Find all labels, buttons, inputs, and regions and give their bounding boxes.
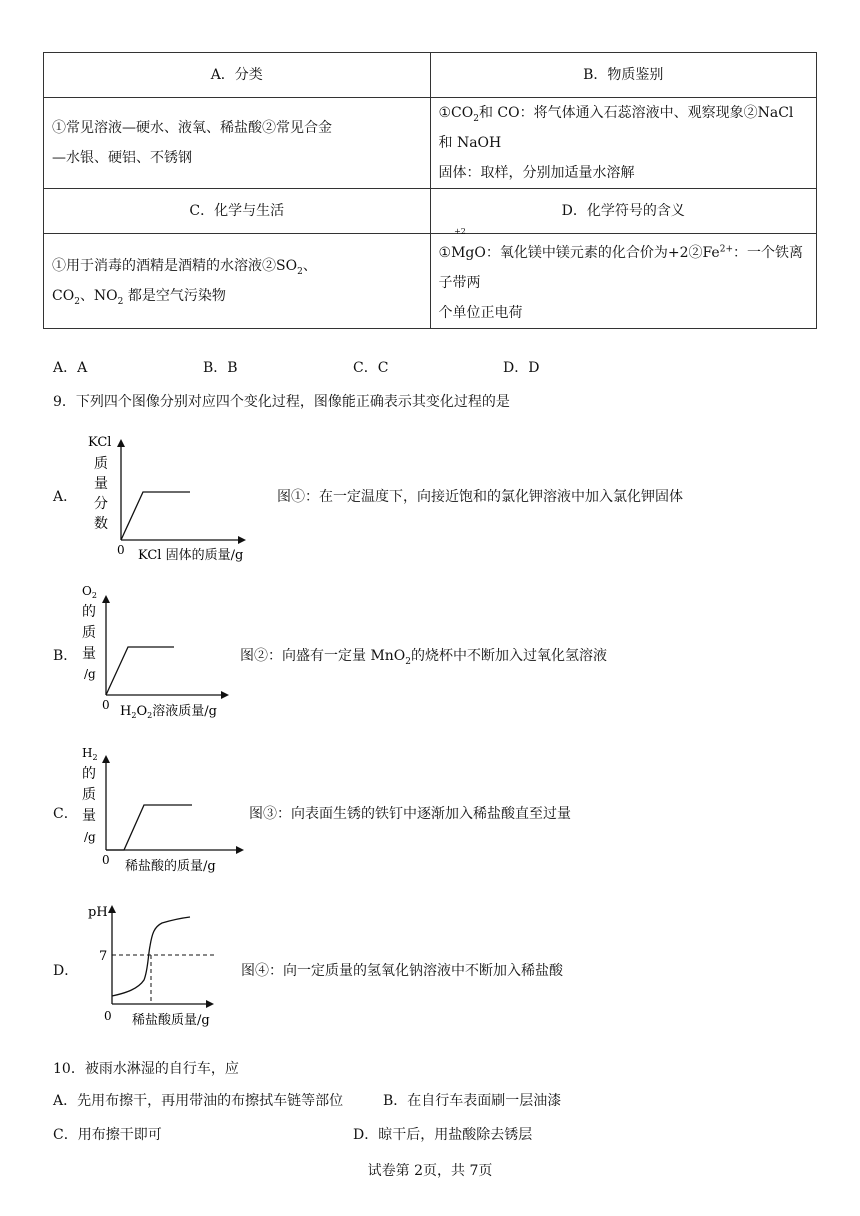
graph-1-ylabel-2: 量 <box>94 476 108 492</box>
graph-3-origin: 0 <box>102 853 110 867</box>
graph-1-curve <box>121 492 190 540</box>
graph-3-ylabel-2: 量 <box>82 808 96 824</box>
graph-1-x-arrow <box>238 536 246 544</box>
graph-2-ylabel-0: 的 <box>82 604 96 620</box>
cell-a-head: A．分类 <box>44 53 431 98</box>
q10-stem: 10．被雨水淋湿的自行车，应 <box>53 1061 239 1077</box>
graph-2-ylabel-top: $O_2$ <box>82 584 97 600</box>
q10-option-d[interactable]: D．晾干后，用盐酸除去锈层 <box>353 1127 533 1143</box>
q10-option-b[interactable]: B．在自行车表面刷一层油漆 <box>383 1093 562 1109</box>
cell-b-body <box>430 98 817 189</box>
graph-4-y-arrow <box>108 905 116 913</box>
graph-1-ylabel-3: 分 <box>94 496 108 512</box>
mg-valence-symbol: +2 Mg <box>451 227 475 261</box>
graph-3-description: 图③：向表面生锈的铁钉中逐渐加入稀盐酸直至过量 <box>249 806 571 822</box>
graph-4-ytick-7: 7 <box>99 949 108 964</box>
cell-b-line1: $①CO_2$和 CO：将气体通入石蕊溶液中、观察现象②NaCl 和 NaOH <box>438 105 794 151</box>
q9-stem: 9．下列四个图像分别对应四个变化过程，图像能正确表示其变化过程的是 <box>53 394 510 410</box>
graph-2-ylabel-2: 量 <box>82 646 96 662</box>
graph-4-x-arrow <box>206 1000 214 1008</box>
cell-c-head: C．化学与生活 <box>44 189 431 234</box>
graph-1-origin: 0 <box>117 543 125 557</box>
graph-2 <box>78 580 238 725</box>
graph-4-description: 图④：向一定质量的氢氧化钠溶液中不断加入稀盐酸 <box>241 963 563 979</box>
graph-3-ylabel-1: 质 <box>82 787 96 803</box>
graph-2-curve <box>106 647 174 695</box>
q10-option-c[interactable]: C．用布擦干即可 <box>53 1127 162 1143</box>
graph-3-x-arrow <box>236 846 244 854</box>
graph-3-xlabel: 稀盐酸的质量/g <box>125 859 216 874</box>
graph-4-ylabel: pH <box>88 905 108 920</box>
q8-option-a[interactable]: A．A <box>53 360 88 376</box>
graph-3-ylabel-3: /g <box>84 830 96 844</box>
graph-1-ylabel-4: 数 <box>94 516 108 532</box>
graph-2-origin: 0 <box>102 698 110 712</box>
cell-c-body <box>44 234 431 329</box>
cell-a-line1: ①常见溶液—硬水、液氧、稀盐酸②常见合金 <box>52 120 332 136</box>
q9-option-c-letter[interactable]: C． <box>53 806 78 822</box>
graph-4 <box>86 896 236 1034</box>
graph-3-curve <box>106 805 192 850</box>
graph-2-ylabel-1: 质 <box>82 625 96 641</box>
cell-a-body <box>44 98 431 189</box>
cell-d-head: D．化学符号的含义 <box>430 189 817 234</box>
graph-1-y-arrow <box>117 439 125 447</box>
graph-1-ylabel-0: KCl <box>88 435 112 450</box>
q8-options-table <box>43 52 817 329</box>
graph-2-xlabel: $H_2O_2$溶液质量/g <box>120 704 217 720</box>
q9-option-d-letter[interactable]: D． <box>53 963 79 979</box>
q8-option-d[interactable]: D．D <box>503 360 540 376</box>
graph-3 <box>78 740 248 880</box>
q8-option-c[interactable]: C．C <box>353 360 389 376</box>
cell-c-line2: $CO_2$、$NO_2$ 都是空气污染物 <box>52 288 226 307</box>
graph-2-ylabel-3: /g <box>84 667 96 681</box>
cell-a-line2: —水银、硬铝、不锈钢 <box>52 150 192 166</box>
q10-option-a[interactable]: A．先用布擦干，再用带油的布擦拭车链等部位 <box>53 1093 344 1109</box>
graph-1-ylabel-1: 质 <box>94 456 108 472</box>
graph-2-y-arrow <box>102 595 110 603</box>
q9-option-a-letter[interactable]: A． <box>53 489 78 505</box>
graph-3-ylabel-0: 的 <box>82 766 96 782</box>
graph-4-origin: 0 <box>104 1009 112 1023</box>
graph-1 <box>80 426 250 566</box>
graph-3-y-arrow <box>102 755 110 763</box>
cell-d-body <box>430 227 817 329</box>
cell-c-line1: ①用于消毒的酒精是酒精的水溶液$②SO_2$、 <box>52 258 317 277</box>
cell-d-line2: 个单位正电荷 <box>438 305 523 321</box>
cell-d-line1: ① +2 MgO：氧化镁中镁元素的化合价为$+2②Fe^{2+}$：一个铁离子带两 <box>438 227 803 291</box>
q8-option-b[interactable]: B．B <box>203 360 238 376</box>
q9-option-b-letter[interactable]: B． <box>53 648 78 664</box>
cell-b-line2: 固体：取样，分别加适量水溶解 <box>438 165 635 181</box>
graph-2-x-arrow <box>221 691 229 699</box>
page-footer: 试卷第 2页，共 7页 <box>367 1163 493 1179</box>
graph-1-description: 图①：在一定温度下，向接近饱和的氯化钾溶液中加入氯化钾固体 <box>277 489 683 505</box>
graph-3-ylabel-top: $H_2$ <box>82 746 98 762</box>
cell-b-head: B．物质鉴别 <box>430 53 817 98</box>
graph-4-xlabel: 稀盐酸质量/g <box>132 1013 210 1028</box>
graph-1-xlabel: KCl 固体的质量/g <box>138 548 244 563</box>
graph-2-description: 图②：向盛有一定量 MnO$_2$的烧杯中不断加入过氧化氢溶液 <box>240 648 608 667</box>
